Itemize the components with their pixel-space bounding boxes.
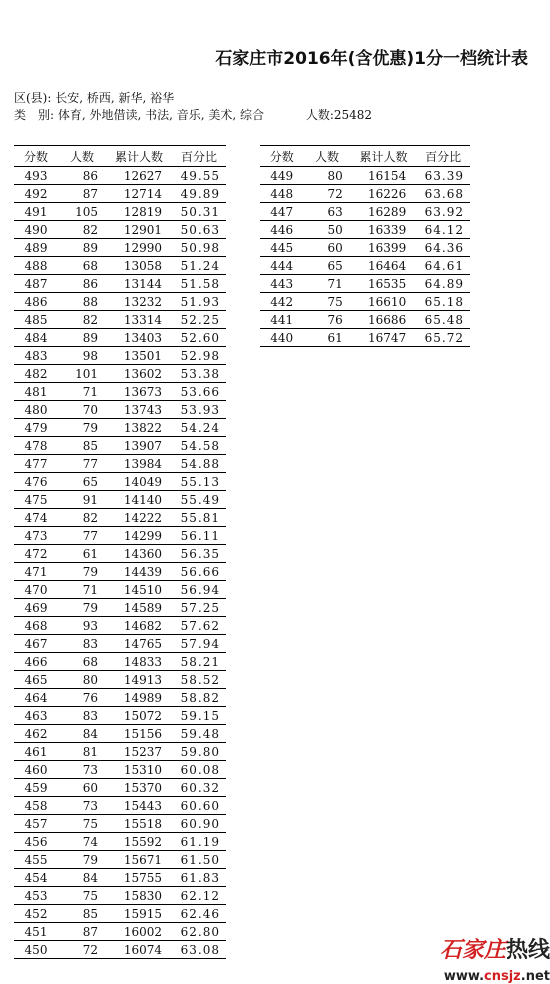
table-row	[260, 257, 470, 275]
table-row	[14, 239, 226, 257]
score-cell: 480	[14, 401, 58, 419]
count-cell: 75	[58, 815, 106, 833]
count-cell: 61	[58, 545, 106, 563]
category-line	[14, 106, 372, 123]
cumulative-cell: 16002	[106, 923, 172, 941]
count-cell: 60	[58, 779, 106, 797]
table-row	[14, 473, 226, 491]
table-row	[14, 545, 226, 563]
percent-cell: 65.72	[416, 329, 470, 347]
cumulative-cell: 15310	[106, 761, 172, 779]
cumulative-cell: 16226	[351, 185, 417, 203]
percent-cell: 60.90	[172, 815, 226, 833]
score-cell: 459	[14, 779, 58, 797]
percent-cell: 60.32	[172, 779, 226, 797]
percent-cell: 51.24	[172, 257, 226, 275]
count-cell: 72	[303, 185, 350, 203]
percent-cell: 60.60	[172, 797, 226, 815]
score-cell: 470	[14, 581, 58, 599]
percent-cell: 63.39	[416, 167, 470, 185]
score-cell: 490	[14, 221, 58, 239]
cumulative-cell: 12627	[106, 167, 172, 185]
score-cell: 482	[14, 365, 58, 383]
table-row	[14, 851, 226, 869]
cumulative-cell: 15072	[106, 707, 172, 725]
percent-cell: 50.31	[172, 203, 226, 221]
table-row	[14, 563, 226, 581]
score-cell: 468	[14, 617, 58, 635]
count-cell: 79	[58, 599, 106, 617]
percent-cell: 61.19	[172, 833, 226, 851]
table-row	[14, 689, 226, 707]
cumulative-cell: 16154	[351, 167, 417, 185]
percent-cell: 63.68	[416, 185, 470, 203]
count-cell: 82	[58, 311, 106, 329]
percent-cell: 51.58	[172, 275, 226, 293]
table-row	[14, 653, 226, 671]
header-percent: 百分比	[172, 146, 226, 167]
table-row	[14, 599, 226, 617]
count-cell: 75	[303, 293, 350, 311]
cumulative-cell: 14299	[106, 527, 172, 545]
table-row	[14, 725, 226, 743]
table-row	[14, 167, 226, 185]
percent-cell: 57.94	[172, 635, 226, 653]
score-cell: 478	[14, 437, 58, 455]
count-cell: 85	[58, 437, 106, 455]
score-cell: 492	[14, 185, 58, 203]
score-cell: 451	[14, 923, 58, 941]
cumulative-cell: 14589	[106, 599, 172, 617]
table-row	[260, 185, 470, 203]
score-cell: 479	[14, 419, 58, 437]
percent-cell: 64.89	[416, 275, 470, 293]
cumulative-cell: 15237	[106, 743, 172, 761]
cumulative-cell: 15592	[106, 833, 172, 851]
cumulative-cell: 13743	[106, 401, 172, 419]
cumulative-cell: 13501	[106, 347, 172, 365]
score-cell: 472	[14, 545, 58, 563]
cumulative-cell: 15755	[106, 869, 172, 887]
percent-cell: 52.25	[172, 311, 226, 329]
cumulative-cell: 12990	[106, 239, 172, 257]
percent-cell: 53.38	[172, 365, 226, 383]
cumulative-cell: 13673	[106, 383, 172, 401]
percent-cell: 52.60	[172, 329, 226, 347]
count-cell: 80	[303, 167, 350, 185]
table-row	[260, 311, 470, 329]
cumulative-cell: 14765	[106, 635, 172, 653]
score-cell: 452	[14, 905, 58, 923]
count-cell: 68	[58, 257, 106, 275]
cumulative-cell: 16339	[351, 221, 417, 239]
percent-cell: 62.46	[172, 905, 226, 923]
count-cell: 75	[58, 887, 106, 905]
cumulative-cell: 13822	[106, 419, 172, 437]
table-row	[14, 419, 226, 437]
percent-cell: 56.11	[172, 527, 226, 545]
table-row	[14, 527, 226, 545]
percent-cell: 58.82	[172, 689, 226, 707]
percent-cell: 54.88	[172, 455, 226, 473]
watermark-url-suffix: .net	[520, 969, 550, 984]
count-cell: 71	[58, 383, 106, 401]
score-cell: 465	[14, 671, 58, 689]
percent-cell: 56.66	[172, 563, 226, 581]
percent-cell: 56.94	[172, 581, 226, 599]
count-cell: 81	[58, 743, 106, 761]
watermark-url-prefix: www.	[443, 969, 485, 984]
cumulative-cell: 13403	[106, 329, 172, 347]
score-cell: 458	[14, 797, 58, 815]
table-row	[14, 581, 226, 599]
table-row	[14, 833, 226, 851]
score-table-left	[14, 145, 226, 959]
percent-cell: 53.93	[172, 401, 226, 419]
percent-cell: 64.61	[416, 257, 470, 275]
cumulative-cell: 12819	[106, 203, 172, 221]
cumulative-cell: 15443	[106, 797, 172, 815]
score-cell: 453	[14, 887, 58, 905]
count-cell: 65	[303, 257, 350, 275]
score-cell: 486	[14, 293, 58, 311]
table-row	[14, 383, 226, 401]
count-cell: 65	[58, 473, 106, 491]
cumulative-cell: 16289	[351, 203, 417, 221]
count-cell: 86	[58, 167, 106, 185]
table-row	[14, 761, 226, 779]
count-cell: 87	[58, 923, 106, 941]
percent-cell: 61.83	[172, 869, 226, 887]
percent-cell: 55.49	[172, 491, 226, 509]
count-cell: 83	[58, 707, 106, 725]
table-row	[14, 797, 226, 815]
count-cell: 89	[58, 329, 106, 347]
count-cell: 86	[58, 275, 106, 293]
score-cell: 469	[14, 599, 58, 617]
count-cell: 82	[58, 509, 106, 527]
count-cell: 85	[58, 905, 106, 923]
percent-cell: 63.92	[416, 203, 470, 221]
header-score: 分数	[14, 146, 58, 167]
cumulative-cell: 14682	[106, 617, 172, 635]
score-cell: 456	[14, 833, 58, 851]
count-cell: 79	[58, 563, 106, 581]
table-row	[14, 635, 226, 653]
count-cell: 50	[303, 221, 350, 239]
score-cell: 484	[14, 329, 58, 347]
table-header-row	[260, 146, 470, 167]
table-row	[14, 743, 226, 761]
score-cell: 483	[14, 347, 58, 365]
score-cell: 463	[14, 707, 58, 725]
district-line: 区(县): 长安, 桥西, 新华, 裕华	[14, 91, 175, 105]
score-cell: 445	[260, 239, 303, 257]
table-row	[14, 329, 226, 347]
table-row	[14, 887, 226, 905]
percent-cell: 58.52	[172, 671, 226, 689]
table-row	[14, 293, 226, 311]
percent-cell: 51.93	[172, 293, 226, 311]
cumulative-cell: 15830	[106, 887, 172, 905]
table-row	[14, 707, 226, 725]
count-cell: 74	[58, 833, 106, 851]
category-text: 类 别: 体育, 外地借读, 书法, 音乐, 美术, 综合	[14, 108, 265, 122]
count-cell: 91	[58, 491, 106, 509]
watermark-brand: 热线	[505, 938, 550, 963]
score-cell: 476	[14, 473, 58, 491]
count-cell: 83	[58, 635, 106, 653]
table-row	[260, 167, 470, 185]
table-row	[14, 923, 226, 941]
cumulative-cell: 15671	[106, 851, 172, 869]
table-row	[14, 509, 226, 527]
percent-cell: 55.81	[172, 509, 226, 527]
score-cell: 473	[14, 527, 58, 545]
table-row	[14, 491, 226, 509]
count-cell: 76	[303, 311, 350, 329]
cumulative-cell: 12714	[106, 185, 172, 203]
score-cell: 481	[14, 383, 58, 401]
table-row	[14, 815, 226, 833]
score-cell: 471	[14, 563, 58, 581]
table-row	[260, 293, 470, 311]
count-cell: 88	[58, 293, 106, 311]
percent-cell: 59.80	[172, 743, 226, 761]
table-row	[14, 221, 226, 239]
cumulative-cell: 13984	[106, 455, 172, 473]
table-row	[260, 329, 470, 347]
score-cell: 466	[14, 653, 58, 671]
score-cell: 485	[14, 311, 58, 329]
percent-cell: 63.08	[172, 941, 226, 959]
table-row	[14, 941, 226, 959]
table-row	[260, 275, 470, 293]
cumulative-cell: 14049	[106, 473, 172, 491]
score-cell: 493	[14, 167, 58, 185]
percent-cell: 50.98	[172, 239, 226, 257]
cumulative-cell: 16610	[351, 293, 417, 311]
score-cell: 447	[260, 203, 303, 221]
percent-cell: 59.15	[172, 707, 226, 725]
cumulative-cell: 15518	[106, 815, 172, 833]
score-cell: 443	[260, 275, 303, 293]
percent-cell: 49.89	[172, 185, 226, 203]
score-cell: 446	[260, 221, 303, 239]
count-cell: 73	[58, 761, 106, 779]
table-row	[14, 869, 226, 887]
percent-cell: 53.66	[172, 383, 226, 401]
cumulative-cell: 14510	[106, 581, 172, 599]
header-score: 分数	[260, 146, 303, 167]
count-cell: 76	[58, 689, 106, 707]
header-count: 人数	[303, 146, 350, 167]
table-row	[14, 905, 226, 923]
watermark-logo-text: 石家庄	[439, 937, 506, 963]
score-cell: 440	[260, 329, 303, 347]
count-cell: 77	[58, 455, 106, 473]
score-cell: 467	[14, 635, 58, 653]
count-cell: 105	[58, 203, 106, 221]
header-count: 人数	[58, 146, 106, 167]
count-cell: 79	[58, 851, 106, 869]
cumulative-cell: 14439	[106, 563, 172, 581]
percent-cell: 64.12	[416, 221, 470, 239]
score-cell: 448	[260, 185, 303, 203]
count-cell: 89	[58, 239, 106, 257]
percent-cell: 50.63	[172, 221, 226, 239]
page-title: 石家庄市2016年(含优惠)1分一档统计表	[215, 49, 528, 69]
score-cell: 442	[260, 293, 303, 311]
percent-cell: 58.21	[172, 653, 226, 671]
table-body	[14, 167, 226, 959]
cumulative-cell: 16535	[351, 275, 417, 293]
percent-cell: 55.13	[172, 473, 226, 491]
table-row	[14, 347, 226, 365]
cumulative-cell: 13314	[106, 311, 172, 329]
table-row	[14, 257, 226, 275]
cumulative-cell: 14913	[106, 671, 172, 689]
cumulative-cell: 13058	[106, 257, 172, 275]
header-cumulative: 累计人数	[106, 146, 172, 167]
count-cell: 93	[58, 617, 106, 635]
watermark-url-highlight: cnsjz	[484, 969, 521, 984]
percent-cell: 49.55	[172, 167, 226, 185]
count-cell: 63	[303, 203, 350, 221]
score-cell: 487	[14, 275, 58, 293]
cumulative-cell: 16074	[106, 941, 172, 959]
score-cell: 462	[14, 725, 58, 743]
percent-cell: 64.36	[416, 239, 470, 257]
table-row	[14, 311, 226, 329]
percent-cell: 61.50	[172, 851, 226, 869]
cumulative-cell: 13602	[106, 365, 172, 383]
count-cell: 68	[58, 653, 106, 671]
cumulative-cell: 16464	[351, 257, 417, 275]
percent-cell: 65.48	[416, 311, 470, 329]
count-cell: 72	[58, 941, 106, 959]
score-cell: 461	[14, 743, 58, 761]
cumulative-cell: 14833	[106, 653, 172, 671]
percent-cell: 59.48	[172, 725, 226, 743]
cumulative-cell: 14989	[106, 689, 172, 707]
score-table-right	[260, 145, 470, 347]
percent-cell: 62.80	[172, 923, 226, 941]
table-row	[14, 365, 226, 383]
count-cell: 71	[58, 581, 106, 599]
table-row	[260, 221, 470, 239]
cumulative-cell: 15156	[106, 725, 172, 743]
cumulative-cell: 14140	[106, 491, 172, 509]
percent-cell: 56.35	[172, 545, 226, 563]
score-cell: 489	[14, 239, 58, 257]
score-cell: 444	[260, 257, 303, 275]
table-body	[260, 167, 470, 347]
table-row	[260, 203, 470, 221]
count-cell: 84	[58, 725, 106, 743]
percent-cell: 54.58	[172, 437, 226, 455]
count-cell: 70	[58, 401, 106, 419]
cumulative-cell: 13144	[106, 275, 172, 293]
table-row	[14, 437, 226, 455]
table-row	[14, 203, 226, 221]
count-cell: 101	[58, 365, 106, 383]
percent-cell: 62.12	[172, 887, 226, 905]
count-cell: 98	[58, 347, 106, 365]
table-row	[14, 671, 226, 689]
count-cell: 84	[58, 869, 106, 887]
cumulative-cell: 13907	[106, 437, 172, 455]
watermark-url	[444, 969, 550, 984]
cumulative-cell: 16747	[351, 329, 417, 347]
score-cell: 457	[14, 815, 58, 833]
percent-cell: 57.62	[172, 617, 226, 635]
score-cell: 488	[14, 257, 58, 275]
table-row	[14, 455, 226, 473]
percent-cell: 60.08	[172, 761, 226, 779]
percent-cell: 57.25	[172, 599, 226, 617]
score-cell: 475	[14, 491, 58, 509]
score-cell: 477	[14, 455, 58, 473]
table-row	[260, 239, 470, 257]
cumulative-cell: 15915	[106, 905, 172, 923]
cumulative-cell: 15370	[106, 779, 172, 797]
table-header-row	[14, 146, 226, 167]
score-cell: 450	[14, 941, 58, 959]
score-cell: 454	[14, 869, 58, 887]
score-cell: 464	[14, 689, 58, 707]
cumulative-cell: 13232	[106, 293, 172, 311]
score-cell: 491	[14, 203, 58, 221]
percent-cell: 65.18	[416, 293, 470, 311]
score-cell: 441	[260, 311, 303, 329]
header-percent: 百分比	[416, 146, 470, 167]
percent-cell: 54.24	[172, 419, 226, 437]
watermark-logo	[440, 933, 550, 964]
percent-cell: 52.98	[172, 347, 226, 365]
count-cell: 82	[58, 221, 106, 239]
count-cell: 60	[303, 239, 350, 257]
total-count: 人数:25482	[305, 108, 373, 122]
count-cell: 87	[58, 185, 106, 203]
count-cell: 61	[303, 329, 350, 347]
cumulative-cell: 14222	[106, 509, 172, 527]
table-row	[14, 401, 226, 419]
count-cell: 79	[58, 419, 106, 437]
table-row	[14, 185, 226, 203]
score-cell: 455	[14, 851, 58, 869]
table-row	[14, 275, 226, 293]
cumulative-cell: 14360	[106, 545, 172, 563]
cumulative-cell: 16399	[351, 239, 417, 257]
header-cumulative: 累计人数	[351, 146, 417, 167]
count-cell: 80	[58, 671, 106, 689]
table-row	[14, 617, 226, 635]
score-cell: 474	[14, 509, 58, 527]
count-cell: 77	[58, 527, 106, 545]
count-cell: 71	[303, 275, 350, 293]
score-cell: 449	[260, 167, 303, 185]
cumulative-cell: 12901	[106, 221, 172, 239]
count-cell: 73	[58, 797, 106, 815]
score-cell: 460	[14, 761, 58, 779]
cumulative-cell: 16686	[351, 311, 417, 329]
table-row	[14, 779, 226, 797]
